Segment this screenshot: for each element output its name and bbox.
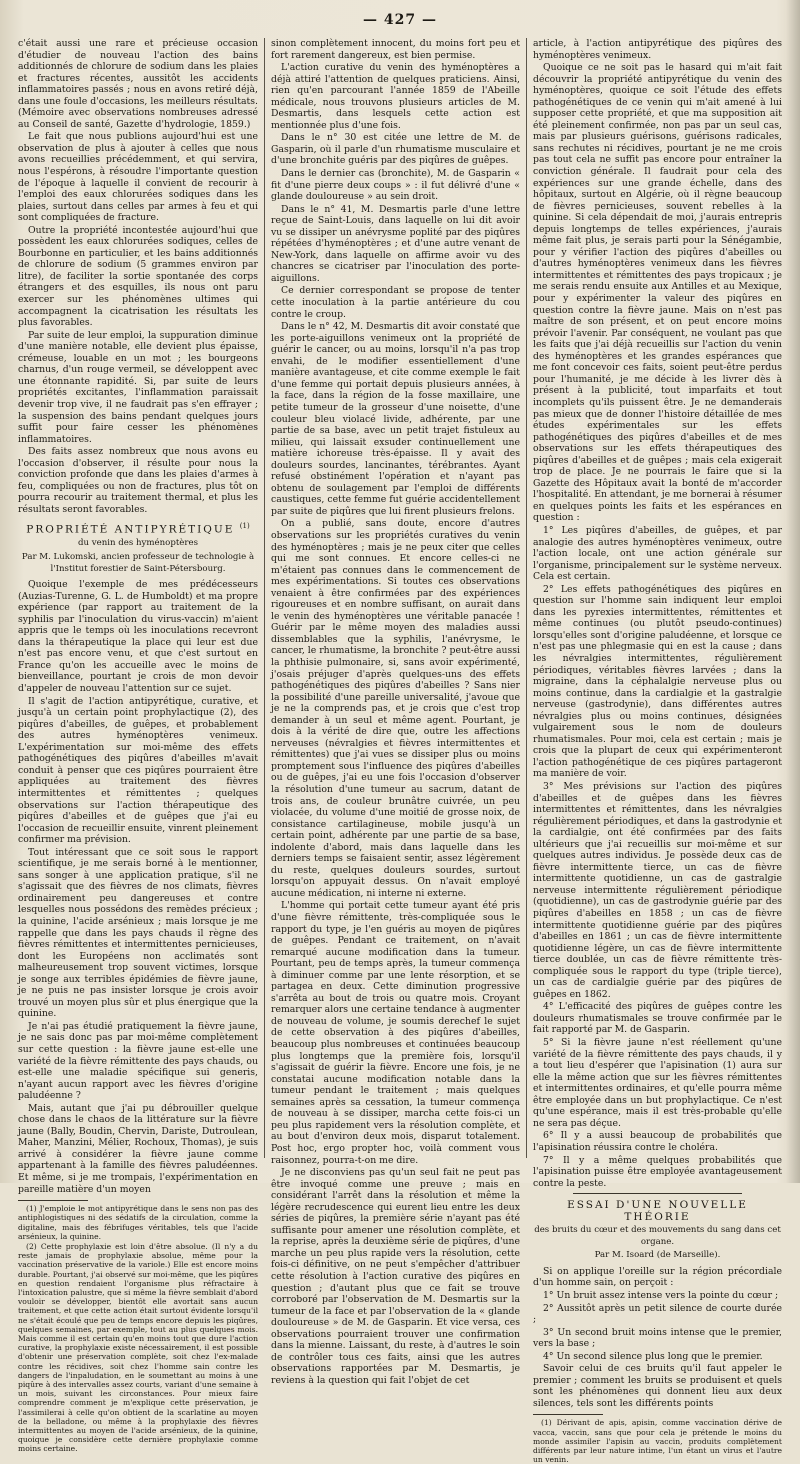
paragraph: Tout intéressant que ce soit sous le rapport scientifique, je me serais borné à le mentionner, sans songer à une application pratique, s'il ne s'agissait que des fièvres de nos climats, fièvres ordinairement peu dangereuses et contre lesquelles nous possédons des remèdes précieux ; la quinine, l'acide arsénieux ; mais lorsque je me rappelle que dans les pays chauds il règne des fièvres rémittentes et intermittentes pernicieuses, dont les Européens non acclimatés sont malheureusement trop souvent victimes, lorsque je songe aux terribles épidémies de fièvre jaune, je ne puis ne pas insister lorsque je crois avoir trouvé un moyen plus sûr et plus énergique que la quinine. — [18, 846, 258, 1020]
column-3 — [526, 38, 788, 1464]
paragraph: Je ne disconviens pas qu'un seul fait ne peut pas être invoqué comme une preuve ; mais en considérant l'arrêt dans la résolution et même la légère recrudescence qui eurent lieu entre les deux séries de piqûres, la première série n'ayant pas été suffisante pour amener une résolution complète, et la reprise, après la deuxième série de piqûres, d'une marche un peu plus rapide vers la résolution, cette fois-ci définitive, on ne peut s'empêcher d'attribuer cette résolution à l'action curative des piqûres en question ; d'autant plus que ce fait se trouve corroboré par l'observation de M. Desmartis sur la tumeur de la face et par l'observation de la « glande douloureuse » de M. de Gasparin. Et vice versa, ces observations pourraient trouver une confirmation dans la mienne. Laissant, du reste, à d'autres le soin de contrôler tous ces faits, ainsi que les autres observations rapportées par M. Desmartis, je reviens à la question qui fait l'objet de cet — [271, 1167, 520, 1386]
section-subtitle-coeur: des bruits du cœur et des mouvements du sang dans cet organe. — [534, 1225, 781, 1247]
paragraph: Dans le n° 41, M. Desmartis parle d'une lettre reçue de Saint-Louis, dans laquelle on lui dit avoir vu se dissiper un anévrysme poplité par des piqûres répétées d'hyménoptères ; et d'une autre venant de New-York, dans laquelle on affirme avoir vu des chancres se cicatriser par l'inoculation des porte-aiguillons. — [271, 203, 520, 284]
paragraph: Par suite de leur emploi, la suppuration diminue d'une manière notable, elle devient plus épaisse, crémeuse, louable en un mot ; les bourgeons charnus, d'un rouge vermeil, se développent avec une étonnante rapidité. Si, par suite de leurs propriétés excitantes, l'inflammation paraissait devenir trop vive, il ne faudrait pas s'en effrayer ; la suspension des bains pendant quelques jours suffit pour faire cesser les phénomènes inflammatoires. — [18, 329, 258, 445]
paragraph: Dans le n° 30 est citée une lettre de M. de Gasparin, où il parle d'un rhumatisme musculaire et d'une bronchite guéris par des piqûres de guêpes. — [271, 132, 520, 167]
footnote-rule — [18, 1200, 88, 1201]
paragraph: Je n'ai pas étudié pratiquement la fièvre jaune, je ne sais donc pas par moi-même complètement sur cette question : la fièvre jaune est-elle une variété de la fièvre rémittente des pays chauds, ou est-elle une maladie spécifique sui generis, n'ayant aucun rapport avec les fièvres d'origine paludéenne ? — [18, 1020, 258, 1102]
footnote-rule — [533, 1414, 603, 1415]
column-2-paragraphs — [271, 38, 520, 1386]
paragraph: (1) J'emploie le mot antipyrétique dans le sens non pas des antiphlogistiques ni des sédatifs de la circulation, comme la digitaline, mais des fébrifuges véritables, tels que l'acide arsénieux, la quinine. — [18, 1204, 258, 1241]
paragraph: (2) Cette prophylaxie est loin d'être absolue. (Il n'y a du reste jamais de prophylaxie absolue, même pour la vaccination préservative de la variole.) Elle est encore moins durable. Pourtant, j'ai observé sur moi-même, que les piqûres en question rendaient l'organisme plus réfractaire à l'intoxication palustre, que si même la fièvre semblait d'abord vouloir se développer, bientôt elle avortait sans aucun traitement, et que cette action était surtout évidente lorsqu'il ne s'était écoulé que peu de temps encore depuis les piqûres, quelques semaines, par exemple, tout au plus quelques mois. Mais comme il est certain qu'en moins tout que dure l'action curative, la prophylaxie existe nécessairement, il est possible d'obtenir une préservation complète, soit chez l'ex-malade contre les récidives, soit chez l'homme sain contre les dangers de l'inpaludation, en le soumettant au moins à une piqûre à des intervalles assez courts, variant d'une semaine à un mois, suivant les circonstances. Pour mieux faire comprendre comment je m'explique cette préservation, je l'assimilerai à celle qu'on obtient de la scarlatine au moyen de la belladone, ou même à la prophylaxie des fièvres intermittentes au moyen de l'acide arsénieux, de la quinine, quoique je considère cette dernière prophylaxie comme moins certaine. — [18, 1241, 258, 1454]
section-title-text: PROPRIÉTÉ ANTIPYRÉTIQUE — [26, 523, 235, 536]
page-edge-shadow — [786, 0, 800, 1183]
paragraph: On a publié, sans doute, encore d'autres observations sur les propriétés curatives du venin des hyménoptères ; mais je ne peux citer que celles qui me sont connues. Et encore celles-ci ne m'étaient pas connues dans le commencement de mes expérimentations. Si toutes ces observations venaient à être confirmées par des expériences rigoureuses et en nombre suffisant, on aurait dans le venin des hyménoptères une véritable panacée ! Guérir par le même moyen des maladies aussi dissemblables que la syphilis, l'anévrysme, le cancer, le rhumatisme, la bronchite ? peut-être aussi la phthisie pulmonaire, si, sans avoir expérimenté, j'osais préjuger d'après quelques-uns des effets pathogénétiques des piqûres d'abeilles ? Sans nier la possibilité d'une pareille universalité, j'avoue que je ne la comprends pas, et je crois que c'est trop demander à un seul et même agent. Pourtant, je dois à la vérité de dire que, outre les affections nerveuses (névralgies et fièvres intermittentes et rémittentes) que j'ai vues se dissiper plus ou moins promptement sous l'influence des piqûres d'abeilles ou de guêpes, j'ai eu une fois l'occasion d'observer la résolution d'une tumeur au sacrum, datant de trois ans, de couleur brunâtre cuivrée, un peu violacée, du volume d'une moitié de grosse noix, de consistance cartilagineuse, mobile jusqu'à un certain point, adhérente par une partie de sa base, indolente d'abord, mais dans laquelle dans les derniers temps se faisaient sentir, assez légèrement du reste, quelques douleurs sourdes, surtout lorsqu'on appuyait dessus. On n'avait employé aucune médication, ni interne ni externe. — [271, 518, 520, 899]
column-1-paragraphs-a — [18, 38, 258, 515]
paragraph: 1° Un bruit assez intense vers la pointe du cœur ; — [543, 1289, 779, 1301]
paragraph: sinon complètement innocent, du moins fort peu et fort rarement dangereux, est bien permise. — [271, 38, 520, 61]
paragraph: 2° Aussitôt après un petit silence de courte durée ; — [533, 1302, 782, 1326]
column-3-footnotes — [533, 1418, 782, 1464]
paragraph: 3° Mes prévisions sur l'action des piqûres d'abeilles et de guêpes dans les fièvres intermittentes et rémittentes, dans les névralgies régulièrement périodiques, et dans la gastrodynie et la cardialgie, ont été confirmées par des faits ultérieurs que j'ai recueillis sur moi-même et sur quelques autres individus. Je possède deux cas de fièvre intermittente tierce, un cas de fièvre intermittente quotidienne, un cas de gastralgie nerveuse intermittente régulièrement périodique (quotidienne), un cas de gastrodynie guérie par des piqûres d'abeilles en 1858 ; un cas de fièvre intermittente quotidienne guérie par des piqûres d'abeilles en 1861 ; un cas de fièvre intermittente quotidienne légère, un cas de fièvre intermittente tierce doublée, un cas de fièvre rémittente très-compliquée sous le rapport du type (triple tierce), un cas de cardialgie guérie par des piqûres de guêpes en 1862. — [533, 781, 782, 1000]
section-subtitle: du venin des hyménoptères — [78, 538, 198, 549]
paragraph: Dans le dernier cas (bronchite), M. de Gasparin « fit d'une pierre deux coups » : il fut délivré d'une « glande douloureuse » au sein droit. — [271, 168, 520, 203]
section-title-theorie: ESSAI D'UNE NOUVELLE THÉORIE — [567, 1199, 748, 1223]
paragraph: Dans le n° 42, M. Desmartis dit avoir constaté que les porte-aiguillons venimeux ont la propriété de guérir le cancer, ou au moins, lorsqu'il n'a pas trop envahi, de le modifier essentiellement d'une manière avantageuse, et cite comme exemple le fait d'une femme qui portait depuis plusieurs années, à la face, dans la région de la fosse maxillaire, une petite tumeur de la grosseur d'une noisette, d'une couleur bleu violacé livide, adhérente, par une partie de sa base, avec un petit trajet fistuleux au milieu, qui laissait exsuder continuellement une matière ichoreuse très-épaisse. Il y avait des douleurs sourdes, lancinantes, térébrantes. Ayant refusé obstinément l'opération et n'ayant pas obtenu de soulagement par l'emploi de différents caustiques, cette femme fut guérie accidentellement par suite de piqûres que lui firent plusieurs frelons. — [271, 321, 520, 517]
paragraph: 6° Il y a aussi beaucoup de probabilités que l'apisination réussira contre le choléra. — [533, 1130, 782, 1153]
page-number: — 427 — — [363, 12, 437, 28]
paragraph: Si on applique l'oreille sur la région précordiale d'un homme sain, on perçoit : — [533, 1265, 782, 1289]
section-title-note: (1) — [239, 522, 250, 531]
paragraph: 7° Il y a même quelques probabilités que l'apisination puisse être employée avantageusement contre la peste. — [533, 1154, 782, 1189]
paragraph: article, à l'action antipyrétique des piqûres des hyménoptères venimeux. — [533, 38, 782, 61]
paragraph: L'homme qui portait cette tumeur ayant été pris d'une fièvre rémittente, très-compliquée sous le rapport du type, je l'en guéris au moyen de piqûres de guêpes. Pendant ce traitement, on n'avait remarqué aucune modification dans la tumeur. Pourtant, peu de temps après, la tumeur commença à diminuer comme par une lente résorption, et se partagea en deux. Cette diminution progressive s'arrêta au bout de trois ou quatre mois. Croyant remarquer alors une certaine tendance à augmenter de nouveau de volume, je soumis derechef le sujet de cette observation à des piqûres d'abeilles, beaucoup plus nombreuses et continuées beaucoup plus longtemps que la première fois, lorsqu'il s'agissait de guérir la fièvre. Encore une fois, je ne constatai aucune modification notable dans la tumeur pendant le traitement ; mais quelques semaines après sa cessation, la tumeur commença de nouveau à se dissiper, marcha cette fois-ci un peu plus rapidement vers la résolution complète, et au bout d'environ deux mois, disparut totalement. Post hoc, ergo propter hoc, voilà comment vous raisonnez, pourra-t-on me dire. — [271, 900, 520, 1166]
section-author-isoard: Par M. Isoard (de Marseille). — [594, 1250, 721, 1261]
column-2 — [264, 38, 526, 1386]
paragraph: Le fait que nous publions aujourd'hui est une observation de plus à ajouter à celles que nous avons recueillies précédemment, et qui servira, nous l'espérons, à résoudre l'importante question de l'époque à laquelle il convient de recourir à l'emploi des eaux chlorurées sodiques dans les plaies, surtout dans celles par armes à feu et qui sont compliquées de fracture. — [18, 131, 258, 224]
paragraph: 1° Les piqûres d'abeilles, de guêpes, et par analogie des autres hyménoptères venimeux, outre l'action locale, ont une action générale sur l'organisme, principalement sur le système nerveux. Cela est certain. — [533, 524, 782, 583]
section-author: Par M. Lukomski, ancien professeur de technologie à l'Institut forestier de Saint-Pétersbourg. — [21, 552, 255, 574]
paragraph: Il s'agit de l'action antipyrétique, curative, et jusqu'à un certain point prophylactique (2), des piqûres d'abeilles, de guêpes, et probablement des autres hyménoptères venimeux. L'expérimentation sur moi-même des effets pathogénétiques des piqûres d'abeilles m'avait conduit à penser que ces piqûres pourraient être appliquées au traitement des fièvres intermittentes et rémittentes ; quelques observations sur l'action thérapeutique des piqûres d'abeilles et de guêpes que j'ai eu l'occasion de recueillir ensuite, vinrent pleinement confirmer ma prévision. — [18, 695, 258, 846]
paragraph: (1) Dérivant de apis, apisin, comme vaccination dérive de vacca, vaccin, sans que pour cela je prétende le moins du monde assimiler l'apisin au vaccin, produits complètement différents par leur nature intime, l'un étant un virus et l'autre un venin. — [533, 1418, 782, 1464]
paragraph: 5° Si la fièvre jaune n'est réellement qu'une variété de la fièvre rémittente des pays chauds, il y a tout lieu d'espérer que l'apisination (1) aura sur elle la même action que sur les fièvres rémittentes et intermittentes ordinaires, et qu'elle pourra même être employée dans un but prophylactique. Ce n'est qu'une espérance, mais il est très-probable qu'elle ne sera pas déçue. — [533, 1037, 782, 1129]
column-1-paragraphs-b — [18, 579, 258, 1195]
paragraph: Savoir celui de ces bruits qu'il faut appeler le premier ; comment les bruits se produisent et quels sont les phénomènes qui donnent lieu aux deux silences, tels sont les différents points — [533, 1363, 782, 1409]
paragraph: 4° Un second silence plus long que le premier. — [543, 1350, 763, 1362]
paragraph: Des faits assez nombreux que nous avons eu l'occasion d'observer, il résulte pour nous la conviction profonde que dans les plaies d'armes à feu, compliquées ou non de fractures, plus tôt on pourra recourir au traitement thermal, et plus les résultats seront favorables. — [18, 446, 258, 515]
section-divider — [573, 1193, 742, 1194]
paragraph: 4° L'efficacité des piqûres de guêpes contre les douleurs rhumatismales se trouve confirmée par le fait rapporté par M. de Gasparin. — [533, 1001, 782, 1036]
text-columns — [12, 38, 788, 1464]
paragraph: Quoique ce ne soit pas le hasard qui m'ait fait découvrir la propriété antipyrétique du venin des hyménoptères, quoique ce soit l'étude des effets pathogénétiques de ce venin qui m'ait amené à lui supposer cette propriété, et que ma supposition ait été pleinement confirmée, non pas par un seul cas, mais par plusieurs guérisons, guérisons radicales, sans rechutes ni récidives, pourtant je ne me crois pas tout cela ne suffit pas encore pour entraîner la conviction générale. Il faudrait pour cela des expériences sur une grande échelle, dans des hôpitaux, surtout en Algérie, où il règne beaucoup de fièvres pernicieuses, souvent rebelles à la quinine. Si cela dépendait de moi, j'aurais entrepris depuis longtemps de telles expériences, j'aurais même fait plus, je serais parti pour la Sénégambie, pour y vérifier l'action des piqûres d'abeilles ou d'autres hyménoptères venimeux dans les fièvres intermittentes et rémittentes des pays tropicaux ; je me serais rendu ensuite aux Antilles et au Mexique, pour y expérimenter la valeur des piqûres en question contre la fièvre jaune. Mais on n'est pas maître de son présent, et on peut encore moins prévoir l'avenir. Par conséquent, ne voulant pas que les faits que j'ai déjà recueillis sur l'action du venin des hyménoptères et les grandes espérances que me font concevoir ces faits, soient peut-être perdus pour l'humanité, je me décide à les livrer dès à présent à la publicité, tout imparfaits et tout incomplets qu'ils puissent être. Je ne demanderais pas mieux que de donner l'histoire détaillée de mes études expérimentales sur les effets pathogénétiques des piqûres d'abeilles et de mes observations sur les effets thérapeutiques des piqûres d'abeilles et de guêpes ; mais cela exigerait trop de place. Je ne pourrais le faire que si la Gazette des Hôpitaux avait la bonté de m'accorder l'hospitalité. En attendant, je me bornerai à résumer en quelques points les faits et les espérances en question : — [533, 62, 782, 524]
paragraph: c'était aussi une rare et précieuse occasion d'étudier de nouveau l'action des bains additionnés de chlorure de sodium dans les plaies et fractures récentes, aussitôt les accidents inflammatoires passés ; nous en avons retiré déjà, dans une foule d'occasions, les meilleurs résultats. (Mémoire avec observations nombreuses adressé au Conseil de santé, Gazette d'hydrologie, 1859.) — [18, 38, 258, 130]
paragraph: Mais, autant que j'ai pu débrouiller quelque chose dans le chaos de la littérature sur la fièvre jaune (Bally, Boudin, Chervin, Dariste, Dutroulean, Maher, Manzini, Mélier, Rochoux, Thomas), je suis arrivé à considérer la fièvre jaune comme appartenant à la famille des fièvres paludéennes. Et même, si je me trompais, l'expérimentation en pareille matière d'un moyen — [18, 1102, 258, 1195]
column-3-paragraphs-b — [533, 1266, 782, 1410]
paragraph: Outre la propriété incontestée aujourd'hui que possèdent les eaux chlorurées sodiques, celles de Bourbonne en particulier, et les bains additionnés de chlorure de sodium (5 grammes environ par litre), de faciliter la sortie spontanée des corps étrangers et des esquilles, ils nous ont paru exercer sur les phénomènes ultimes qui accompagnent la cicatrisation les résultats les plus favorables. — [18, 224, 258, 329]
column-1 — [12, 38, 264, 1454]
paragraph: Quoique l'exemple de mes prédécesseurs (Auzias-Turenne, G. L. de Humboldt) et ma propre expérience (par rapport au traitement de la syphilis par l'inoculation du virus-vaccin) m'aient appris que le temps où les inoculations recevront dans la thérapeutique la place qui leur est due n'est pas encore venu, et que c'est surtout en France qu'on les accueille avec le moins de bienveillance, pourtant je crois de mon devoir d'appeler de nouveau l'attention sur ce sujet. — [18, 579, 258, 695]
paragraph: L'action curative du venin des hyménoptères a déjà attiré l'attention de quelques praticiens. Ainsi, rien qu'en parcourant l'année 1859 de l'Abeille médicale, nous trouvons plusieurs articles de M. Desmartis, dans lesquels cette action est mentionnée plus d'une fois. — [271, 62, 520, 131]
column-1-footnotes — [18, 1204, 258, 1453]
column-3-paragraphs-a — [533, 38, 782, 1189]
section-title-antipyretique — [18, 521, 258, 536]
paragraph: 2° Les effets pathogénétiques des piqûres en question sur l'homme sain indiquent leur emploi dans les pyrexies intermittentes, rémittentes et même continues (ou plutôt pseudo-continues) lorsqu'elles sont d'origine paludéenne, et lorsque ce n'est pas une phlegmasie qui en est la cause ; dans les névralgies intermittentes, régulièrement périodiques, véritables fièvres larvées ; dans la migraine, dans la céphalalgie nerveuse plus ou moins continue, dans la cardialgie et la gastralgie nerveuse (gastrodynie), dans différentes autres névralgies plus ou moins continues, désignées vulgairement sous le nom de douleurs rhumatismales. Pour moi, cela est certain ; mais je crois que la plupart de ceux qui expérimenteront l'action pathogénétique de ces piqûres partageront ma manière de voir. — [533, 583, 782, 780]
paragraph: 3° Un second bruit moins intense que le premier, vers la base ; — [533, 1326, 782, 1350]
paragraph: Ce dernier correspondant se propose de tenter cette inoculation à la partie antérieure du cou contre le croup. — [271, 285, 520, 320]
